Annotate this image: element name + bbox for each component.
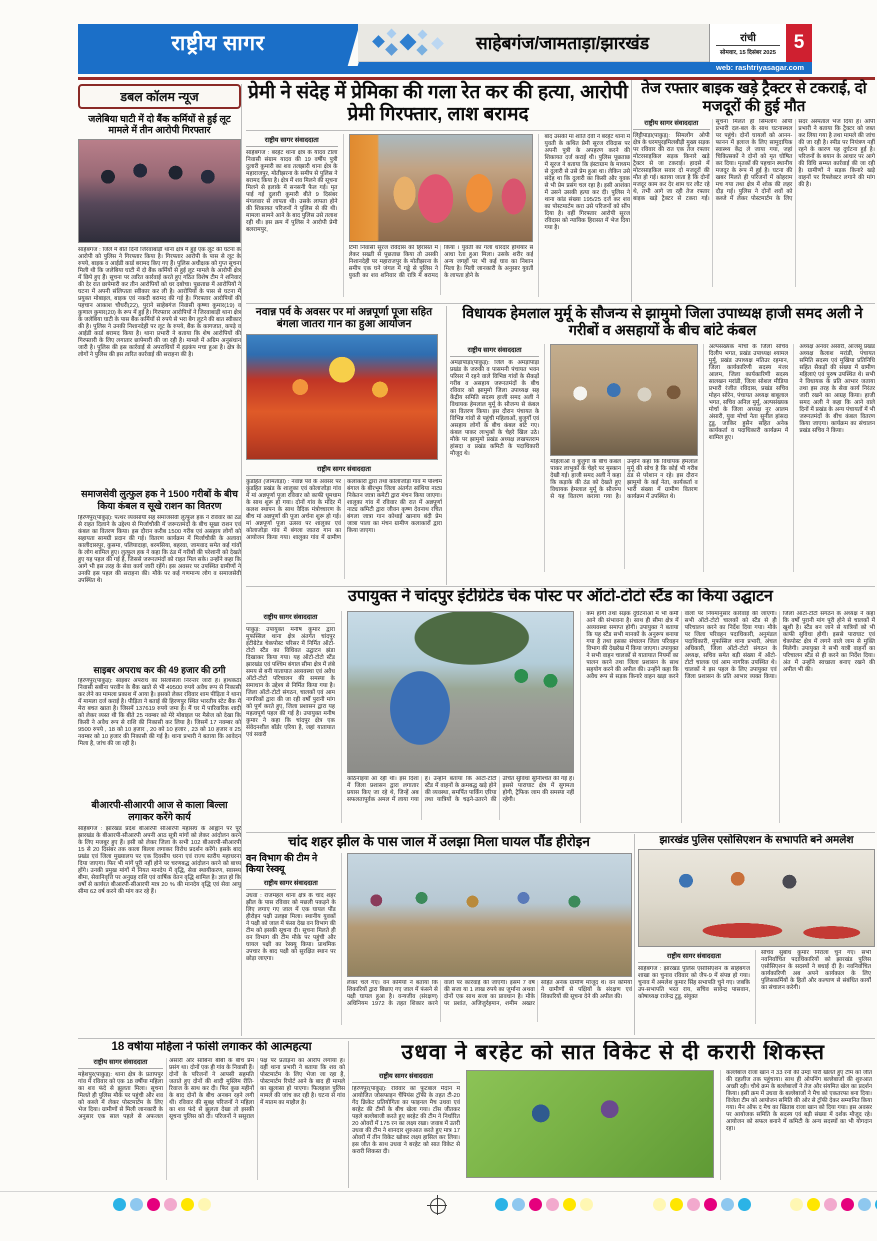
registration-dot [670,1198,683,1211]
divider [631,80,632,302]
police-association-article [638,834,875,1035]
murder-center-wrap [343,134,534,297]
diamond-icon [385,43,398,56]
cyber-fraud-body: हिरणपुर(पाकुड़): साइबर अपराध का सिलसिला निरन्तर जारी है। हाथकठी निवासी सबीना परवीन के बैंक खाते से भी 49500 रुपये अवैध रूप से निकासी कर लेने का मामला प्रकाश में आया है। इसको लेकर रविवार शाम पीड़िता ने थाना में मामला दर्ज कराई है। पीड़िता ने बताई की हिरणपुर स्थित भारतीय स्टेट बैंक में मेरा बचत खाता है। जिसमें 137619 रुपये जमा है। मैं घर में पारिवारिक शादी को लेकर व्यस्त थी कि बीते 25 नवम्बर को मेरे मोबाइल पर मैसेज को देखा कि किसी ने अवैध रूप से राशि की निकासी कर लिया है। जिसमें 17 नवम्बर को 9500 रुपये , 18 को 10 हजार , 20 को 10 हजार , 23 को 10 हजार व 25 नवम्बर को 10 हजार की निकासी की गई है। थाना प्रभारी ने बताया कि आवेदन मिला है, जांच की जा रही है। [78,678,241,748]
crosshair-vline [437,1195,438,1215]
divider [246,303,875,304]
suicide-article [78,1041,345,1188]
edition-region-title: साहेबगंज/जामताड़ा/झारखंड [475,32,650,53]
divider [348,1041,349,1188]
rickshaw-flagoff-photo [347,611,574,773]
blanket-col3: कि विधायक हेमलाल मुर्मू की सोच है कि कोई भी गरीब ठंड से परेशान न रहे। इस दौरान झामुमो के कई नेता, कार्यकर्ता व भारी संख्या में ग्रामीण वितरण कार्यक्रम में उपस्थित थे। [627,459,698,501]
registration-dot [130,1198,143,1211]
footer-rule [0,1191,877,1192]
loot-arrest-body: साहेबगंज : जिले में बीते दिनों जिरवाबाड़ी थाना क्षेत्र में हुई एक लूट की घटना के आरोपी को पुलिस ने गिरफ्तार किया है। गिरफ्तार आरोपी के पास से लूट के रुपये, बाइक व आईडी कार्ड बरामद किए गए हैं। पुलिस अधीक्षक को गुप्त सूचना मिली थी कि जलेबिया घाटी में दो बैंक कर्मियों से हुई लूट मामले के आरोपी क्षेत्र में छिपे हुए हैं। सूचना पर त्वरित कार्रवाई करते हुए गठित विशेष टीम ने शनिवार की देर रात छापेमारी कर तीन आरोपियों को धर दबोचा। पूछताछ में आरोपियों ने घटना में अपनी संलिप्तता स्वीकार कर ली है। आरोपियों के पास से घटना में प्रयुक्त मोबाइल, बाइक एवं नकदी बरामद की गई है। गिरफ्तार आरोपियों की पहचान आकाश चौधरी(22), पुराने साहेबगंज निवासी कृष्णा कुमार(19) व कुणाल कुमार(20) के रूप में हुई है। गिरफ्तार आरोपियों ने जिरवाबाड़ी थाना क्षेत्र के जलेबिया घाटी के पास बैंक कर्मियों से रुपये से भरा बैग लूटने की बात स्वीकार की है। पुलिस ने उनकी निशानदेही पर लूट के रुपये, बैंक के कागजात, कपड़े व आईडी कार्ड बरामद किया है। थाना प्रभारी ने बताया कि शेष आरोपियों की गिरफ्तारी के लिए लगातार छापेमारी की जा रही है। मामले में अग्रिम अनुसंधान जारी है। पुलिस की इस कार्रवाई से अपराधियों में हड़कंप मचा हुआ है। क्षेत्र के लोगों ने पुलिस की इस त्वरित कार्रवाई की सराहना की है। [78,247,241,359]
divider [446,306,447,585]
brp-crp-subhead: बीआरपी-सीआरपी आज से काला बिल्ला लगाकर करेंगे कार्य [91,800,228,824]
suicide-headline: 18 वर्षीया महिला ने फांसी लगाकर की आत्महत्या [111,1041,312,1053]
edition-city: रांची [716,30,780,46]
diamond-icon [431,37,444,50]
blanket-center-wrap [544,344,697,572]
diamond-icon [418,30,428,40]
checkpost-right-cols: कम होंगी तथा सड़क दुर्घटनाओं में भी कमी आने की संभावना है। साथ ही सीमा क्षेत्र में अव्यवस्था समाप्त होगी। उपायुक्त ने बताया कि यह स्टैंड सभी मानकों के अनुरूप बनाया गया है तथा इसका संचालन जिला परिवहन विभाग की देखरेख में किया जाएगा। उपायुक्त ने सभी वाहन चालकों से यातायात नियमों का पालन करने तथा जिला प्रशासन के साथ सहयोग करने की अपील की। उन्होंने कहा कि अवैध रूप से सड़क किनारे वाहन खड़ा करने वालों पर नियमानुसार कार्रवाई की जाएगी। सभी ऑटो-टोटो चालकों को स्टैंड से ही परिचालन करने का निर्देश दिया गया। मौके पर जिला परिवहन पदाधिकारी, अनुमंडल पदाधिकारी, मुफस्सिल थाना प्रभारी, अंचल अधिकारी, जिला ऑटो-टोटो संगठन के अध्यक्ष, सचिव समेत बड़ी संख्या में ऑटो-टोटो चालक एवं आम नागरिक उपस्थित थे। चालकों ने इस पहल के लिए उपायुक्त एवं जिला प्रशासन के प्रति आभार व्यक्त किया। जिला ऑटो-टोटो संगठन के अध्यक्ष ने कहा कि वर्षों पुरानी मांग पूरी होने से चालकों में खुशी है। स्टैंड बन जाने से यात्रियों को भी काफी सुविधा होगी। इससे पाराघाट एवं चेकपोस्ट क्षेत्र में लगने वाले जाम से मुक्ति मिलेगी। उपायुक्त ने सभी यात्री वाहनों का परिचालन स्टैंड से ही करने का निर्देश दिया। अंत में उन्होंने स्वच्छता बनाए रखने की अपील भी की। [586,610,875,680]
suicide-body: महेशपुर(पाकुड़): थाना क्षेत्र के प्रतापपुर गांव में रविवार को एक 18 वर्षीया महिला का शव फंदे से झूलता मिला। सूचना मिलते ही पुलिस मौके पर पहुंची और शव को कब्जे में लेकर पोस्टमार्टम के लिए भेज दिया। ग्रामीणों से मिली जानकारी के अनुसार एक साल पहले से अफजल अंसारी और साबिना बीबी के बीच प्रेम प्रसंग था। दोनों एक ही गांव के निवासी हैं। दोनों के परिजनों ने आपसी सहमति जताते हुए दोनों की शादी मुस्लिम रीति-रिवाज के साथ कर दी। फिर कुछ महीनों के बाद दोनों के बीच अनबन रहने लगी थी। रविवार की सुबह परिजनों ने महिला का शव फंदे से झूलता देखा तो इसकी सूचना पुलिस को दी। परिजनों ने ससुराल पक्ष पर प्रताड़ना का आरोप लगाया है। वहीं थाना प्रभारी ने बताया कि शव को पोस्टमार्टम के लिए भेजा जा रहा है, पोस्टमार्टम रिपोर्ट आने के बाद ही मामले का खुलासा हो पाएगा। फिलहाल पुलिस मामले की जांच कर रही है। घटना से गांव में मातम का माहौल है। [78,1057,345,1120]
registration-dot [512,1198,525,1211]
checkpost-under-photo: कठिनाइयाँ आ रही थीं। इस दिशा में जिला प्रशासन द्वारा लगातार प्रयास किए जा रहे थे, जिन्हें अब सफलतापूर्वक अमल में लाया गया है। उन्होंने बताया कि ऑटो-टोटो स्टैंड में वाहनों के क्रमबद्ध खड़े होने की व्यवस्था, समर्पित पार्किंग एरिया तथा यात्रियों के चढ़ने-उतरने की उचित सुविधा सुनिश्चित की गई है। इससे पाराघाट क्षेत्र में सुगमता होगी, ट्रैफिक जाम की समस्या नहीं रहेगी। [346,775,575,803]
divider [246,832,875,833]
website-strip: web: rashtriyasagar.com [78,62,812,74]
navanna-body: कुंडहित (जामताड़ा) : नवान्न पर्व के अवसर पर कुंडहित प्रखंड के शालुका एवं कोलाजोड़ा गांव में मां अन्नपूर्णा पूजा रविवार को काफी धूमधाम के साथ शुरू हो गया। दोनों गांव के मंदिर में कलश स्थापन के साथ वैदिक मंत्रोच्चारण के बीच मां अन्नपूर्णा की पूजा अर्चना शुरू हो गई। मां अन्नपूर्णा पूजा उत्सव पर शालुका एवं कोलाजोड़ा गांव में बंगला जातरा गान का आयोजन किया गया। शालुका गांव में ग्रामीण कलाकारों द्वारा तथा कोलाजोड़ा गांव में पश्चिम बंगाल के बीरभूम जिला अंतर्गत सांथिया नाट्य निकेतन जात्रा कमेटी द्वारा मंचन किया जाएगा। शालुका गांव में रविवार की रात में अन्नपूर्णा नाट्य कमिटी द्वारा जीवन कृष्ण देवनाथ रचित बंगला जात्रा गान कोथाई खानाय बंदी प्रेम जात्रा पाला का मंचन ग्रामीण कलाकारों द्वारा किया जाएगा। [246,478,442,541]
registration-dot [580,1198,593,1211]
assoc-col2: सचिव सुबोध कुमार निराला चुने गए। सभी नवनिर्वाचित पदाधिकारियों को झारखंड पुलिस एसोसिएशन के सदस्यों ने बधाई दी है। नवनिर्वाचित कार्यकारिणी अब अपने कार्यकाल के लिए पुलिसकर्मियों के हितों और कल्याण से संबंधित कार्यों का संचालन करेगी। [755,950,871,1024]
masthead-center [358,24,709,62]
registration-dots-group [113,1198,215,1216]
checkpost-right-wrap [580,611,875,823]
diamond-icon [400,34,417,51]
murder-article [246,82,630,304]
registration-dot [164,1198,177,1211]
assoc-col1-wrap [638,950,750,1024]
divider [78,1038,875,1039]
blanket-ration-subhead: समाजसेवी लुत्फुल हक ने 1500 गरीबों के बीच किया कंबल व सूखे राशन का वितरण [81,489,238,513]
masthead [78,24,812,74]
suicide-cols [78,1058,345,1180]
registration-dot [653,1198,666,1211]
cricket-col1-wrap [352,1070,460,1180]
registration-dot [198,1198,211,1211]
blanket-distribution-photo [550,344,697,456]
cricket-col1: हिरणपुर(पाकुड़): रविवार को फुटबॉल मैदान में आयोजित जोसफाइन चैंपियंस ट्रॉफी के तहत टी-20 गेंद क्रिकेट प्रतियोगिता का फाइनल मैच उधवा एवं बरहेट की टीमों के बीच खेला गया। टॉस जीतकर पहले बल्लेबाजी करते हुए बरहेट की टीम ने निर्धारित 20 ओवरों में 175 रन का लक्ष्य रखा। जवाब में उतरी उधवा की टीम ने शानदार शुरुआत करते हुए मात्र 17 ओवरों में तीन विकेट खोकर लक्ष्य हासिल कर लिया। इस जीत के साथ उधवा ने बरहेट को सात विकेट से करारी शिकस्त दी। [352,1085,460,1155]
bike-accident-headline: तेज रफ्तार बाइक खड़े ट्रैक्टर से टकराई, दो मजदूरों की हुई मौत [641,80,867,115]
registration-dots-group [790,1198,877,1216]
heron-headline: चांद शहर झील के पास जाल में उलझा मिला घायल पौंड हीरोइन [288,834,590,849]
registration-dot [546,1198,559,1211]
paper-name: राष्ट्रीय सागर [171,32,265,55]
registration-dot [113,1198,126,1211]
registration-dot [824,1198,837,1211]
navanna-article [246,306,442,585]
registration-dot [841,1198,854,1211]
navanna-headline: नवान्न पर्व के अवसर पर मां अन्नपूर्णा पूजा सहित बंगला जातरा गान का हुआ आयोजन [255,306,433,331]
heron-article [246,834,632,1035]
registration-dot [495,1198,508,1211]
murder-col1: साहेबगंज : बरहेट थाना क्षेत्र के यादव टोला निवासी संग्राम यादव की 19 वर्षीय पुत्री दुलारी कुमारी का शव तलझारी थाना क्षेत्र के महाराजपुर, मोतीझरना के समीप से पुलिस ने बरामद किया है। क्षेत्र में शव मिलने की सूचना मिलने से इलाके में सनसनी फैल गई। मृत पाई गई दुलारी कुमारी बीते 9 दिसंबर मंगलवार से लापता थी। उसके लापता होने की शिकायत परिजनों ने पुलिस से की थी। मामला सामने आने के बाद पुलिस उसे तलाश रही थी। इस क्रम में पुलिस ने आरोपी प्रेमी बलरामपुर, [246,149,338,233]
registration-dot [529,1198,542,1211]
murder-col4: बाद उसकी मां शांति देवी ने बरहेट थाना में युवती के कथित प्रेमी सूरज रविदास पर अपनी पुत्री के अपहरण करने की शिकायत दर्ज कराई थी। पुलिस पूछताछ में सूरज ने बताया कि इंस्टाग्राम के माध्यम से दुलारी से उसे प्रेम हुआ था। लेकिन उसे संदेह था कि दुलारी का किसी और युवक से भी प्रेम प्रसंग चल रहा है। इसी आशंका में उसने उसकी हत्या कर दी। पुलिस ने थाना कांड संख्या 195/25 दर्ज कर शव का पोस्टमार्टम करा उसे परिजनों को सौंप दिया है। वहीं गिरफ्तार आरोपी सूरज रविदास को न्यायिक हिरासत में भेज दिया गया है। [538,134,630,297]
checkpost-headline: उपायुक्त ने चांदपुर इंटीग्रेटेड चेक पोस्ट पर ऑटो-टोटो स्टैंड का किया उद्घाटन [348,588,773,605]
checkpost-article [246,588,875,830]
bike-accident-byline: राष्ट्रीय सागर संवाददाता [633,119,710,130]
registration-dots-group [495,1198,597,1216]
diamond-icon [416,44,427,55]
durga-idol-photo [246,334,438,460]
blanket-headline: विधायक हेमलाल मुर्मू के सौजन्य से झामुमो जिला उपाध्यक्ष हाजी समद अली ने गरीबों व असहायों के बीच बांटे कंबल [462,306,863,340]
cricket-byline: राष्ट्रीय सागर संवाददाता [352,1070,460,1083]
cricket-article [352,1041,875,1188]
divider [246,586,875,587]
cricket-trophy-photo [466,1070,714,1178]
assoc-col1: साहेबगंज : झारखंड पुलिस एसोसिएशन के साहेबगंज शाखा का चुनाव रविवार को जैप-9 में संपन्न हो गया। चुनाव में अमलेश कुमार सिंह सभापति चुने गए। जबकि उप-सभापति भरत राय, सचिव सावेन्द्र पासवान, कोषाध्यक्ष राजेन्द्र टुडू, संयुक्त [638,966,750,1001]
blanket-col5: अध्यक्ष अनवर अंसारी, आजसू प्रखंड अध्यक्ष कैलाश मरांडी, पंचायत समिति सदस्य एवं मुखिया प्रतिनिधि सहित सैकड़ों की संख्या में ग्रामीण महिलाएं एवं पुरुष उपस्थित थे। सभी ने विधायक के प्रति आभार जताया तथा इस तरह के सेवा कार्य निरंतर जारी रखने का आग्रह किया। हाजी समद अली ने कहा कि आने वाले दिनों में प्रखंड के अन्य पंचायतों में भी जरूरतमंदों के बीच कंबल वितरण किया जाएगा। कार्यक्रम का संचालन प्रखंड सचिव ने किया। [793,344,875,572]
registration-dot [790,1198,803,1211]
murder-headline: प्रेमी ने संदेह में प्रेमिका की गला रेत कर की हत्या, आरोपी प्रेमी गिरफ्तार, लाश बरामद [246,82,630,131]
blanket-col1-wrap [450,344,539,572]
left-column [78,84,241,1036]
blanket-byline: राष्ट्रीय सागर संवाददाता [450,344,539,357]
association-meeting-photo [638,849,875,947]
date-box [709,24,786,62]
heron-byline: राष्ट्रीय सागर संवाददाता [246,877,336,890]
heron-subhead: वन विभाग की टीम ने किया रेस्क्यू [246,852,318,876]
registration-dot [858,1198,871,1211]
registration-crosshair-icon [427,1195,447,1215]
bike-accident-cols [633,119,875,287]
edition-date: सोमवार, 15 दिसंबर 2025 [720,50,776,56]
registration-dot [181,1198,194,1211]
cricket-col2: कल्लेबाज राजा खान ने 33 रनों की उम्दा पारी खेलते हुए टीम को जीत की दहलीज तक पहुंचाया। साथ ही ओपनिंग बल्लेबाजों की शुरुआत अच्छी रही। चौथे क्रम के बल्लेबाजों ने तेज और संयमित खेल का प्रदर्शन किया। इसी क्रम में उधवा के बल्लेबाजों ने मैच को एकतरफा बना दिया। विजेता टीम को आयोजन समिति की ओर से ट्रॉफी देकर सम्मानित किया गया। मैन ऑफ द मैच का खिताब राजा खान को दिया गया। इस अवसर पर आयोजक समिति के सदस्य एवं बड़ी संख्या में दर्शक मौजूद रहे। आयोजन को सफल बनाने में कमिटी के अन्य सदस्यों का भी योगदान रहा। [720,1070,872,1180]
blanket-under-photo-cols [550,459,697,569]
diamond-icon [387,29,397,39]
registration-dots-group [653,1198,755,1216]
murder-col3: बरामद किया । युवती का गला धारदार हथियार से आधा रेता हुआ मिला। उसके शरीर कई अन्य जगहों पर भी कई घाव का निशान मिला है। मिली जानकारी के अनुसार युवती के लापता होने के [424,244,534,279]
crime-scene-crowd-photo [349,134,534,242]
loot-arrest-headline: जलेबिया घाटी में दो बैंक कर्मियों से हुई लूट मामले में तीन आरोपी गिरफ्तार [88,114,231,137]
heron-center-wrap [341,853,632,1025]
registration-dot [721,1198,734,1211]
suicide-byline: राष्ट्रीय सागर संवाददाता [78,1058,163,1069]
blanket-col4: अल्पसंख्यक मोर्चा के जिला सचिव दिलीप भगत, प्रखंड उपाध्यक्ष श्यामल मुर्मू, प्रखंड उपाध्यक्ष मतिउर रहमान, जिला कार्यकारिणी सदस्य मंजर आलम, जिला कार्यकारिणी सदस्य सालखन मरांडी, जिला सोशल मीडिया प्रभारी रंजीत रविदास, प्रखंड सचिव मोहन सोरेन, पंचायत अध्यक्ष बाबूलाल भगत, सचिव अनिल मुर्मू, अल्पसंख्यक मोर्चा के जिला अध्यक्ष नूर आलम अंसारी, युवा मोर्चा नेता सुनील हांसदा टुडू, जाकिर हुसैन सहित अनेक कार्यकर्ता व पदाधिकारी कार्यक्रम में शामिल हुए। [703,344,789,572]
cyber-fraud-subhead: साइबर अपराध कर की 49 हजार की ठगी [93,665,226,676]
divider [634,834,635,1035]
cricket-headline: उधवा ने बरहेट को सात विकेट से दी करारी शिकस्त [401,1041,826,1064]
registration-dot [687,1198,700,1211]
checkpost-col1-wrap [246,611,335,823]
blanket-col2: महिलाओं व बुजुर्गों के बीच कंबल पाकर लाभुकों के चेहरे पर मुस्कान देखी गई। हाजी समद अली ने कहा कि कड़ाके की ठंड को देखते हुए विधायक हेमलाल मुर्मू के सौजन्य से यह वितरण कराया गया है। उन्होंने कहा [550,459,652,501]
murder-under-photo-cols [349,245,534,295]
paper-logo [78,24,358,62]
blanket-ration-body: हिरणपुर(पाकुड़): पत्थर व्यवसायी सह समाजसेवी लुत्फुल हक ने रविवार को ठंड से राहत दिलाने के उद्देश्य से मिर्जाचौकी में जरूरतमंदों के बीच सूखा राशन एवं कंबल का वितरण किया। इस दौरान करीब 1500 गरीब एवं असहाय लोगों को सहायता सामग्री प्रदान की गई। वितरण कार्यक्रम में मिर्जाचौकी के अलावा कालीदासपुर, कुसमा, पलियादाहा, बरमसिया, बहरवा, जामवाद समेत कई गांवों के लोग शामिल हुए। लुत्फुल हक ने कहा कि ठंड में गरीबों की परेशानी को देखते हुए यह पहल की गई है, जिससे जरूरतमंदों को राहत मिल सके। उन्होंने कहा कि आगे भी इस तरह के सेवा कार्य जारी रहेंगे। इस अवसर पर उपस्थित ग्रामीणों ने उनकी इस पहल की सराहना की। मौके पर कई गणमान्य लोग व समाजसेवी उपस्थित थे। [78,515,241,585]
heron-under-photo: लेकर चले गए। वन कर्मियों ने बताया कि शिकारियों द्वारा बिछाए गए जाल में फंसने से पक्षी घायल हुआ है। वन्यजीव (संरक्षण) अधिनियम 1972 के तहत शिकार करने वालों पर कार्रवाई की जाएगी। इसमें 7 वर्ष की सजा या 1 लाख रुपये का जुर्माना अथवा दोनों एक साथ सजा का प्रावधान है। मौके पर प्रशांत, अजिजुर्रहमान, शमीम अख्तर सहित अनेक ग्रामीण मौजूद थे। वन कर्मियों ने ग्रामीणों से पक्षियों के संरक्षण एवं शिकारियों की सूचना देने की अपील की। [346,979,632,1007]
assoc-headline: झारखंड पुलिस एसोसिएशन के सभापति बने अमलेश [659,834,854,846]
brp-crp-body: साहेबगंज : झारखंड प्रदेश बीआरपी सीआरपी महासंघ के आह्वान पर पूरे झारखंड के बीआरपी-सीआरपी अपनी आठ सूत्री मांगों को लेकर आंदोलन करने के लिए मजबूर हुए हैं। इसी को लेकर जिला के सभी 102 बीआरपी-सीआरपी 15 से 20 दिसंबर तक काला बिल्ला लगाकर विरोध प्रदर्शन करेंगे। इसके बाद प्रखंड एवं जिला मुख्यालय पर एक दिवसीय धरना एवं राज्य स्तरीय महाधरना दिया जाएगा। फिर भी मांगें पूरी नहीं होने पर चरणबद्ध आंदोलन करने को बाध्य होंगे। उनकी प्रमुख मांगों में नियत मानदेय में वृद्धि, सेवा स्थायीकरण, स्वास्थ्य बीमा, सेवानिवृत्ति पर अनुग्रह राशि एवं वार्षिक वेतन वृद्धि शामिल है। ज्ञात हो कि वर्षों से कार्यरत बीआरपी-सीआरपी मात्र 20 % की मानदेय वृद्धि एवं सेवा आयु सीमा 62 वर्ष करने की मांग कर रहे हैं। [78,826,241,896]
blanket-col1: अमड़ापाड़ा(पाकुड़): जिले के अमड़ापाड़ा प्रखंड के जरुकी व पासमनी पंचायत भवन परिसर में रहने वाले विभिन्न गांवों के सैकड़ों गरीब व असहाय जरूरतमंदों के बीच रविवार को झामुमो जिला उपाध्यक्ष सह केंद्रीय समिति सदस्य हाजी समद अली ने विधायक हेमलाल मुर्मू के सौजन्य से कंबल का वितरण किया। इस दौरान पंचायत के विभिन्न गांवों से पहुंची महिलाओं, बुजुर्गों एवं असहाय लोगों के बीच कंबल बांटे गए। कंबल पाकर लाभुकों के चेहरे खिल उठे। मौके पर झामुमो प्रखंड अध्यक्ष लखपतराम हांसदा व प्रखंड कमिटी के पदाधिकारी मौजूद थे। [450,360,540,458]
murder-col1-wrap [246,134,338,297]
divider [241,84,242,1036]
navanna-byline: राष्ट्रीय सागर संवाददाता [246,463,442,476]
bike-accident-article [633,80,875,298]
crosshair-circle [430,1198,446,1214]
heron-body: उधवा : राजमहल थाना क्षेत्र के चांद शहर झील के पास रविवार को मछली पकड़ने के लिए लगाए गए जाल में एक घायल पौंड हीरोइन पक्षी उलझा मिला। स्थानीय युवकों ने पक्षी को जाल में फंसा देख वन विभाग की टीम को इसकी सूचना दी। सूचना मिलते ही वन विभाग की टीम मौके पर पहुंची और घायल पक्षी का रेस्क्यू किया। प्राथमिक उपचार के बाद पक्षी को सुरक्षित स्थान पर छोड़ा जाएगा। [246,893,336,963]
murder-col2: टिमी निवासी सूरज रविदास को हिरासत में लेकर सख्ती से पूछताछ किया तो उसकी निशानदेही पर महाराजपुर के मोतीझरना के समीप एक घने जंगल में गड्ढे से पुलिस ने युवती का शव शनिवार की रात्रि में [348,244,438,279]
page-number: 5 [786,24,812,62]
diamond-icon [372,35,385,48]
registration-dot [147,1198,160,1211]
blanket-article [450,306,875,585]
diamond-pattern-icon [372,28,456,58]
bike-accident-body: लिट्टीपाड़ा(पाकुड़): सिमलोंग ओपी क्षेत्र के धरमपुरइमिलबीड़ी मुख्य सड़क पर रविवार की रात एक तेज रफ्तार मोटरसाइकिल सड़क किनारे खड़े ट्रैक्टर से जा टकराई। हादसे में मोटरसाइकिल सवार दो मजदूरों की मौत हो गई। बताया जाता है कि दोनों मजदूर काम कर देर शाम घर लौट रहे थे, तभी आगे जा रही तेज रफ्तार बाइक खड़े ट्रैक्टर से टकरा गई। सूचना मिलते ही सिमलोंग ओपी प्रभारी दल-बल के साथ घटनास्थल पर पहुंचे। दोनों घायलों को आनन-फानन में इलाज के लिए सामुदायिक स्वास्थ्य केंद्र ले जाया गया, जहां चिकित्सकों ने दोनों को मृत घोषित कर दिया। मृतकों की पहचान स्थानीय मजदूर के रूप में हुई है। घटना की खबर मिलते ही परिजनों में कोहराम मच गया तथा क्षेत्र में शोक की लहर दौड़ गई। पुलिस ने दोनों शवों को कब्जे में लेकर पोस्टमार्टम के लिए सदर अस्पताल भेज दिया है। ओपी प्रभारी ने बताया कि ट्रैक्टर को जब्त कर लिया गया है तथा मामले की जांच की जा रही है। स्पीड पर नियंत्रण नहीं रहने के कारण यह दुर्घटना हुई है। परिजनों के बयान के आधार पर आगे की विधि सम्मत कार्रवाई की जा रही है। ग्रामीणों ने सड़क किनारे खड़े वाहनों पर रिफ्लेक्टर लगाने की मांग की है। [633,119,875,203]
registration-dot [738,1198,751,1211]
murder-byline: राष्ट्रीय सागर संवाददाता [246,134,338,147]
registration-dot [704,1198,717,1211]
double-column-news-box: डबल कॉलम न्यूज [78,84,241,109]
checkpost-col1: पाकुड़: उपायुक्त मनीष कुमार द्वारा मुफस्सिल थाना क्षेत्र अंतर्गत चांदपुर इंटीग्रेटेड चेकपोस्ट परिसर में निर्मित ऑटो-टोटो स्टैंड का विधिवत उद्घाटन झंडा दिखाकर किया गया। यह ऑटो-टोटो स्टैंड झारखंड एवं पश्चिम बंगाल सीमा क्षेत्र में लंबे समय से बनी यातायात अव्यवस्था एवं अवैध ऑटो-टोटो परिचालन की समस्या के समाधान के उद्देश्य से निर्मित किया गया है। जिला ऑटो-टोटो संगठन, चालकों एवं आम नागरिकों द्वारा की जा रही वर्षों पुरानी मांग को पूर्ण करते हुए, जिला प्रशासन द्वारा यह महत्वपूर्ण पहल की गई है। उपायुक्त मनीष कुमार ने कहा कि चांदपुर क्षेत्र एक संवेदनशील बॉर्डर एरिया है, जहां यातायात एवं सवारी [246,626,335,738]
police-arrest-photo [78,139,241,243]
heron-col1-wrap [246,853,336,1025]
registration-dot [807,1198,820,1211]
assoc-byline: राष्ट्रीय सागर संवाददाता [638,950,750,963]
checkpost-center-wrap [341,611,574,823]
registration-dot [563,1198,576,1211]
checkpost-byline: राष्ट्रीय सागर संवाददाता [246,611,335,624]
masthead-row [78,24,812,62]
rescue-team-photo [347,853,632,977]
